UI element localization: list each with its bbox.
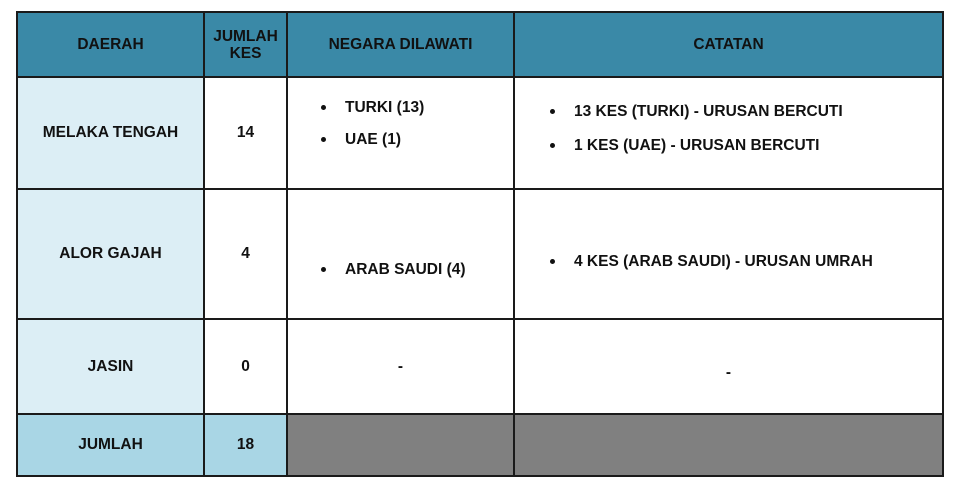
negara-list [288, 78, 513, 148]
negara-cell: - [287, 319, 514, 414]
header-negara: NEGARA DILAWATI [287, 12, 514, 77]
daerah-cell: JASIN [17, 319, 204, 414]
total-row [17, 414, 943, 476]
daerah-cell: MELAKA TENGAH [17, 77, 204, 189]
bullet-icon [321, 137, 326, 142]
catatan-cell [514, 189, 943, 319]
list-item [321, 261, 513, 278]
catatan-list [515, 190, 942, 270]
list-item [550, 137, 942, 154]
header-daerah: DAERAH [17, 12, 204, 77]
table-row [17, 77, 943, 189]
list-item [321, 99, 513, 116]
list-item [321, 131, 513, 148]
bullet-icon [321, 267, 326, 272]
header-jumlah-kes [204, 12, 287, 77]
list-item-text: 4 KES (ARAB SAUDI) - URUSAN UMRAH [574, 253, 873, 270]
list-item [550, 253, 942, 270]
bullet-icon [321, 105, 326, 110]
bullet-icon [550, 109, 555, 114]
negara-cell [287, 77, 514, 189]
negara-cell [287, 189, 514, 319]
header-row [17, 12, 943, 77]
header-jumlah-kes-line1: JUMLAH [213, 27, 278, 45]
list-item-text: 1 KES (UAE) - URUSAN BERCUTI [574, 137, 820, 154]
catatan-cell [514, 77, 943, 189]
table-row [17, 189, 943, 319]
catatan-list [515, 78, 942, 154]
daerah-cell: ALOR GAJAH [17, 189, 204, 319]
header-jumlah-kes-line2: KES [229, 44, 262, 62]
total-kes: 18 [204, 414, 287, 476]
empty-cell [287, 414, 514, 476]
catatan-cell: - [514, 319, 943, 414]
list-item [550, 103, 942, 120]
kes-cell: 4 [204, 189, 287, 319]
kes-cell: 0 [204, 319, 287, 414]
list-item-text: UAE (1) [345, 131, 401, 148]
negara-list [288, 190, 513, 278]
list-item-text: ARAB SAUDI (4) [345, 261, 466, 278]
cases-table [16, 11, 944, 477]
bullet-icon [550, 143, 555, 148]
table-row [17, 319, 943, 414]
total-label: JUMLAH [17, 414, 204, 476]
bullet-icon [550, 259, 555, 264]
list-item-text: 13 KES (TURKI) - URUSAN BERCUTI [574, 103, 843, 120]
header-catatan: CATATAN [514, 12, 943, 77]
empty-cell [514, 414, 943, 476]
list-item-text: TURKI (13) [345, 99, 425, 116]
kes-cell: 14 [204, 77, 287, 189]
